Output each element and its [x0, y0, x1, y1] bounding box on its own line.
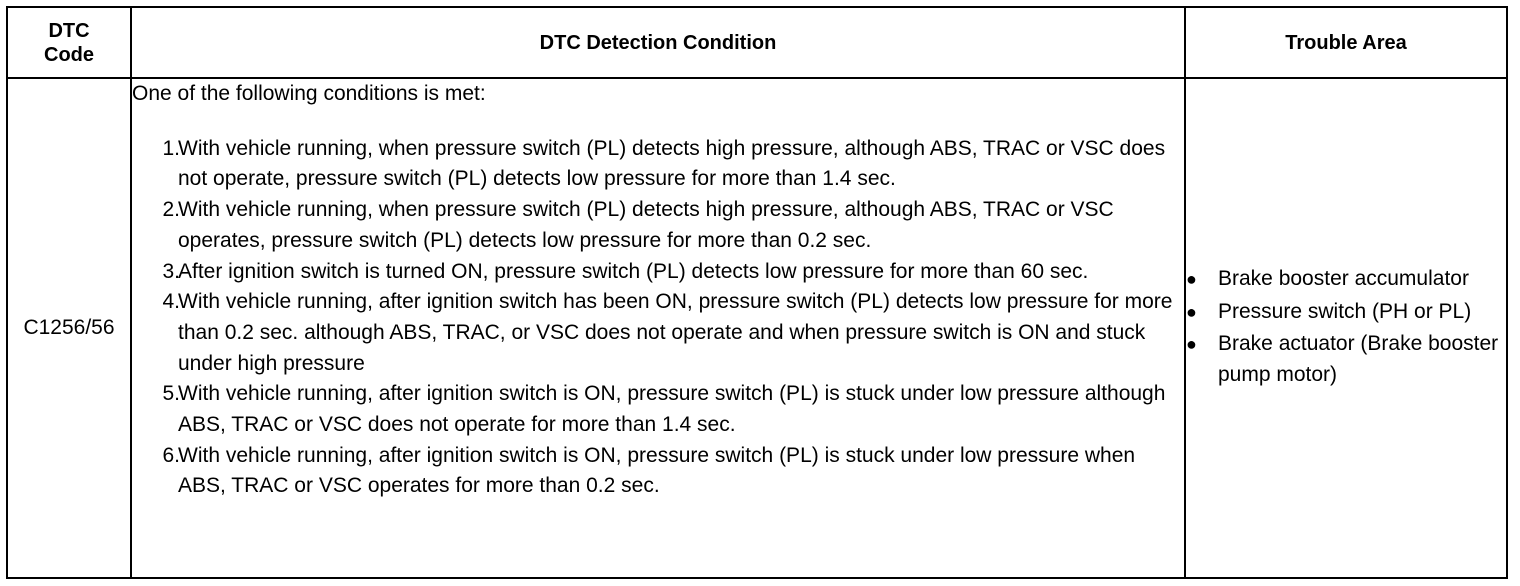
- bullet-icon: ●: [1186, 301, 1197, 322]
- trouble-area-text: Brake actuator (Brake booster pump motor): [1218, 332, 1499, 386]
- header-trouble-area: Trouble Area: [1185, 7, 1507, 78]
- dtc-code-cell: C1256/56: [7, 78, 131, 578]
- trouble-area-cell: [1185, 78, 1507, 578]
- dtc-table: [6, 6, 1508, 579]
- trouble-area-text: Pressure switch (PH or PL): [1218, 299, 1472, 323]
- header-dtc-code-line2: Code: [44, 43, 94, 66]
- bullet-icon: ●: [1186, 334, 1197, 354]
- condition-intro: One of the following conditions is met:: [132, 82, 486, 105]
- header-dtc-code: [7, 7, 131, 78]
- list-item: [132, 257, 1184, 288]
- condition-list: [132, 134, 1184, 502]
- header-row: [7, 7, 1507, 78]
- condition-text: With vehicle running, when pressure switch (PL) detects high pressure, although ABS, TRAC or VSC operates, pressure switch (PL) detects low pressure for more than 0.2 sec.: [178, 198, 1114, 252]
- condition-number: 4.: [162, 290, 180, 314]
- condition-text: With vehicle running, after ignition switch is ON, pressure switch (PL) is stuck under low pressure when ABS, TRAC or VSC operates for more than 0.2 sec.: [178, 443, 1136, 498]
- condition-number: 6.: [162, 443, 180, 467]
- trouble-area-text: Brake booster accumulator: [1218, 267, 1469, 290]
- condition-text: After ignition switch is turned ON, pressure switch (PL) detects low pressure for more than 60 sec.: [178, 259, 1089, 283]
- condition-text: With vehicle running, when pressure switch (PL) detects high pressure, although ABS, TRAC or VSC does not operate, pressure switch (PL) detects low pressure for more than 1.4 sec.: [178, 136, 1166, 191]
- condition-text: With vehicle running, after ignition switch is ON, pressure switch (PL) is stuck under low pressure although ABS, TRAC or VSC does not operate for more than 1.4 sec.: [178, 382, 1166, 437]
- list-item: [132, 134, 1184, 195]
- bullet-icon: ●: [1186, 269, 1197, 289]
- detection-condition-cell: [131, 78, 1185, 578]
- condition-number: 5.: [162, 382, 180, 406]
- list-item: [1186, 329, 1506, 390]
- list-item: [132, 379, 1184, 440]
- list-item: [1186, 264, 1506, 295]
- list-item: [132, 195, 1184, 256]
- list-item: [1186, 297, 1506, 328]
- condition-number: 2.: [162, 198, 180, 222]
- condition-number: 3.: [162, 259, 180, 283]
- condition-number: 1.: [162, 136, 180, 160]
- header-dtc-code-line1: DTC: [48, 19, 90, 42]
- condition-text: With vehicle running, after ignition switch has been ON, pressure switch (PL) detects low pressure for more than 0.2 sec. although ABS, TRAC, or VSC does not operate and when pressure switch is ON and stuck under high pressure: [178, 290, 1173, 375]
- list-item: [132, 287, 1184, 379]
- list-item: [132, 441, 1184, 502]
- table-row: [7, 78, 1507, 578]
- header-detection-condition: DTC Detection Condition: [131, 7, 1185, 78]
- trouble-area-list: [1186, 264, 1506, 390]
